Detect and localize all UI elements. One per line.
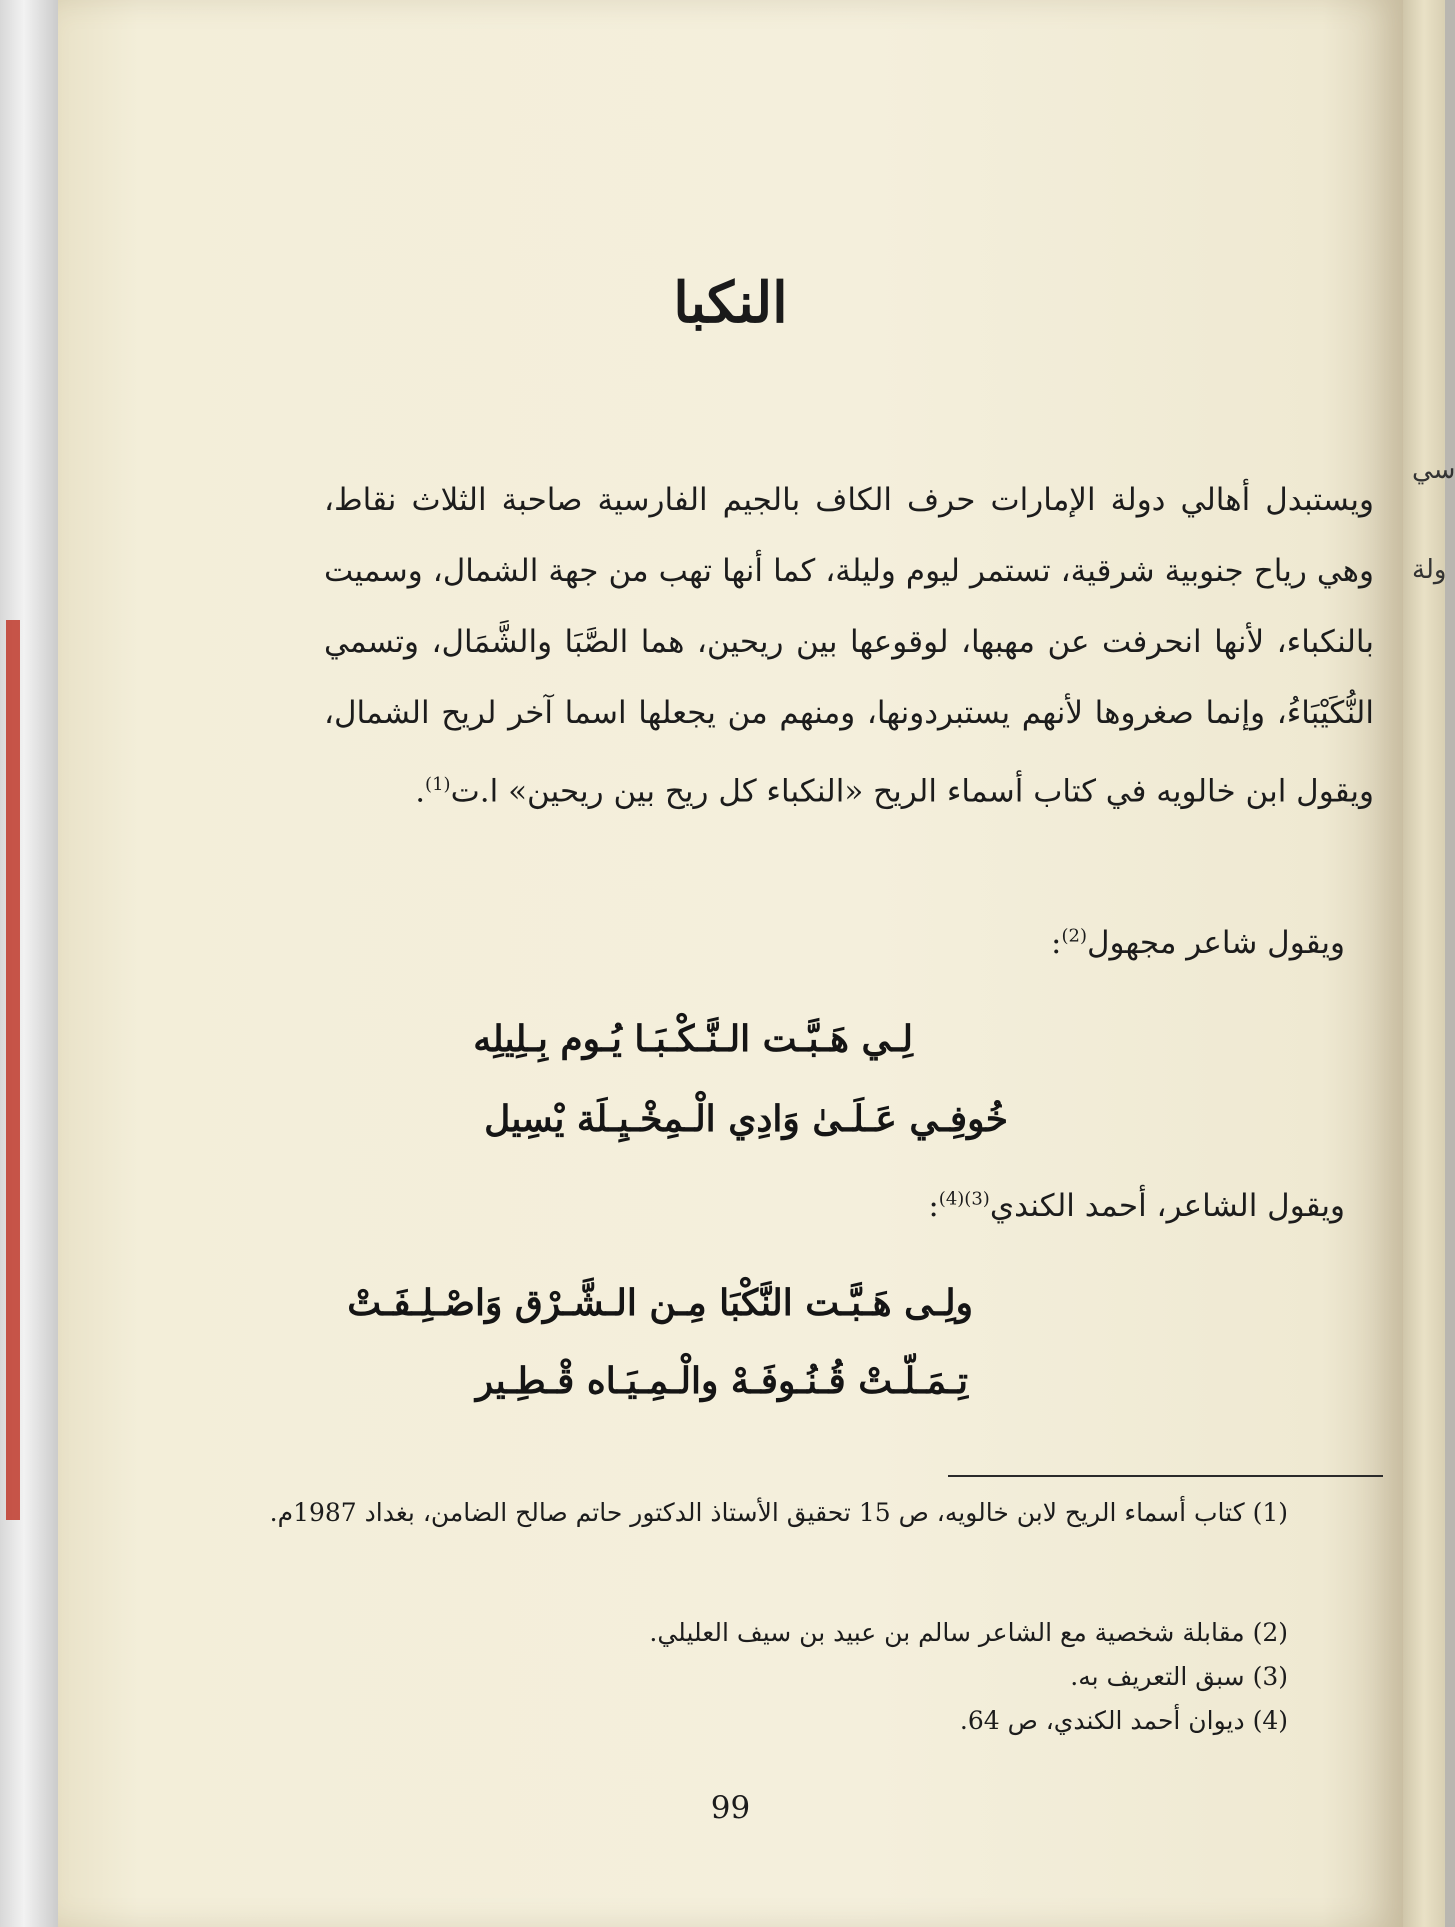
footnote-2	[228, 1613, 1288, 1653]
footnote-4	[228, 1701, 1288, 1741]
footnote-ref-2: (2)	[1061, 925, 1087, 947]
book-cover-edge	[6, 620, 20, 1520]
poet-intro-2-text: ويقول الشاعر، أحمد الكندي	[989, 1188, 1345, 1224]
footnote-3-text: سبق التعريف به.	[1070, 1662, 1245, 1691]
footnote-ref-1: (1)	[425, 774, 451, 795]
verse-1-line-2: خُوفِـي عَـلَـىٰ وَادِي الْـمِخْـيِـلَة يْسِيل	[484, 1098, 1008, 1140]
footnote-2-text: مقابلة شخصية مع الشاعر سالم بن عبيد بن سيف العليلي.	[649, 1618, 1245, 1647]
poet-intro-1	[645, 925, 1345, 961]
poet-intro-2-end: :	[928, 1188, 939, 1224]
footnote-1-text: كتاب أسماء الريح لابن خالويه، ص 15 تحقيق الأستاذ الدكتور حاتم صالح الضامن، بغداد 1987م.	[269, 1498, 1245, 1527]
body-paragraph	[324, 465, 1374, 827]
verse-2-line-1: ولِـى هَـبَّـت النَّكْبَا مِـن الـشَّـرْق وَاصْـلِـفَـتْ	[347, 1282, 973, 1324]
book-page	[58, 0, 1403, 1927]
footnote-1	[228, 1493, 1288, 1533]
footnote-3	[228, 1657, 1288, 1697]
footnote-3-number: (3)	[1252, 1662, 1288, 1691]
paragraph-end: .	[415, 773, 426, 810]
poet-intro-2	[645, 1188, 1345, 1224]
verse-1-line-1: لِـي هَـبَّـت الـنَّـكْـبَـا يُـوم بِـلِيلِه	[473, 1018, 913, 1060]
footnote-1-number: (1)	[1252, 1498, 1288, 1527]
adjacent-page-text-1: سي	[1412, 455, 1455, 485]
footnote-2-number: (2)	[1252, 1618, 1288, 1647]
adjacent-page-edge	[1403, 0, 1445, 1927]
poet-intro-1-text: ويقول شاعر مجهول	[1087, 925, 1345, 961]
adjacent-page-text-2: ولة	[1412, 555, 1447, 585]
footnote-divider	[948, 1475, 1383, 1477]
footnote-ref-3-4: (3)(4)	[938, 1188, 990, 1210]
paragraph-text: ويستبدل أهالي دولة الإمارات حرف الكاف بالجيم الفارسية صاحبة الثلاث نقاط، وهي رياح جنوبية شرقية، تستمر ليوم وليلة، كما أنها تهب من جهة الشمال، وسميت بالنكباء، لأنها انحرفت عن مهبها، لوقوعها بين ريحين، هما الصَّبَا والشَّمَال، وتسمي النُّكَيْبَاءُ، وإنما صغروها لأنهم يستبردونها، ومنهم من يجعلها اسما آخر لريح الشمال، ويقول ابن خالويه في كتاب أسماء الريح «النكباء كل ريح بين ريحين» ا.ت	[324, 482, 1374, 810]
footnote-4-text: ديوان أحمد الكندي، ص 64.	[959, 1706, 1245, 1735]
verse-2-line-2: تِـمَـلّـتْ قُـنُـوفَـهْ والْـمِـيَـاه قْـطِـير	[475, 1360, 968, 1402]
page-title: النكبا	[673, 270, 788, 336]
footnote-4-number: (4)	[1252, 1706, 1288, 1735]
page-number: 99	[710, 1790, 751, 1826]
poet-intro-1-end: :	[1051, 925, 1062, 961]
